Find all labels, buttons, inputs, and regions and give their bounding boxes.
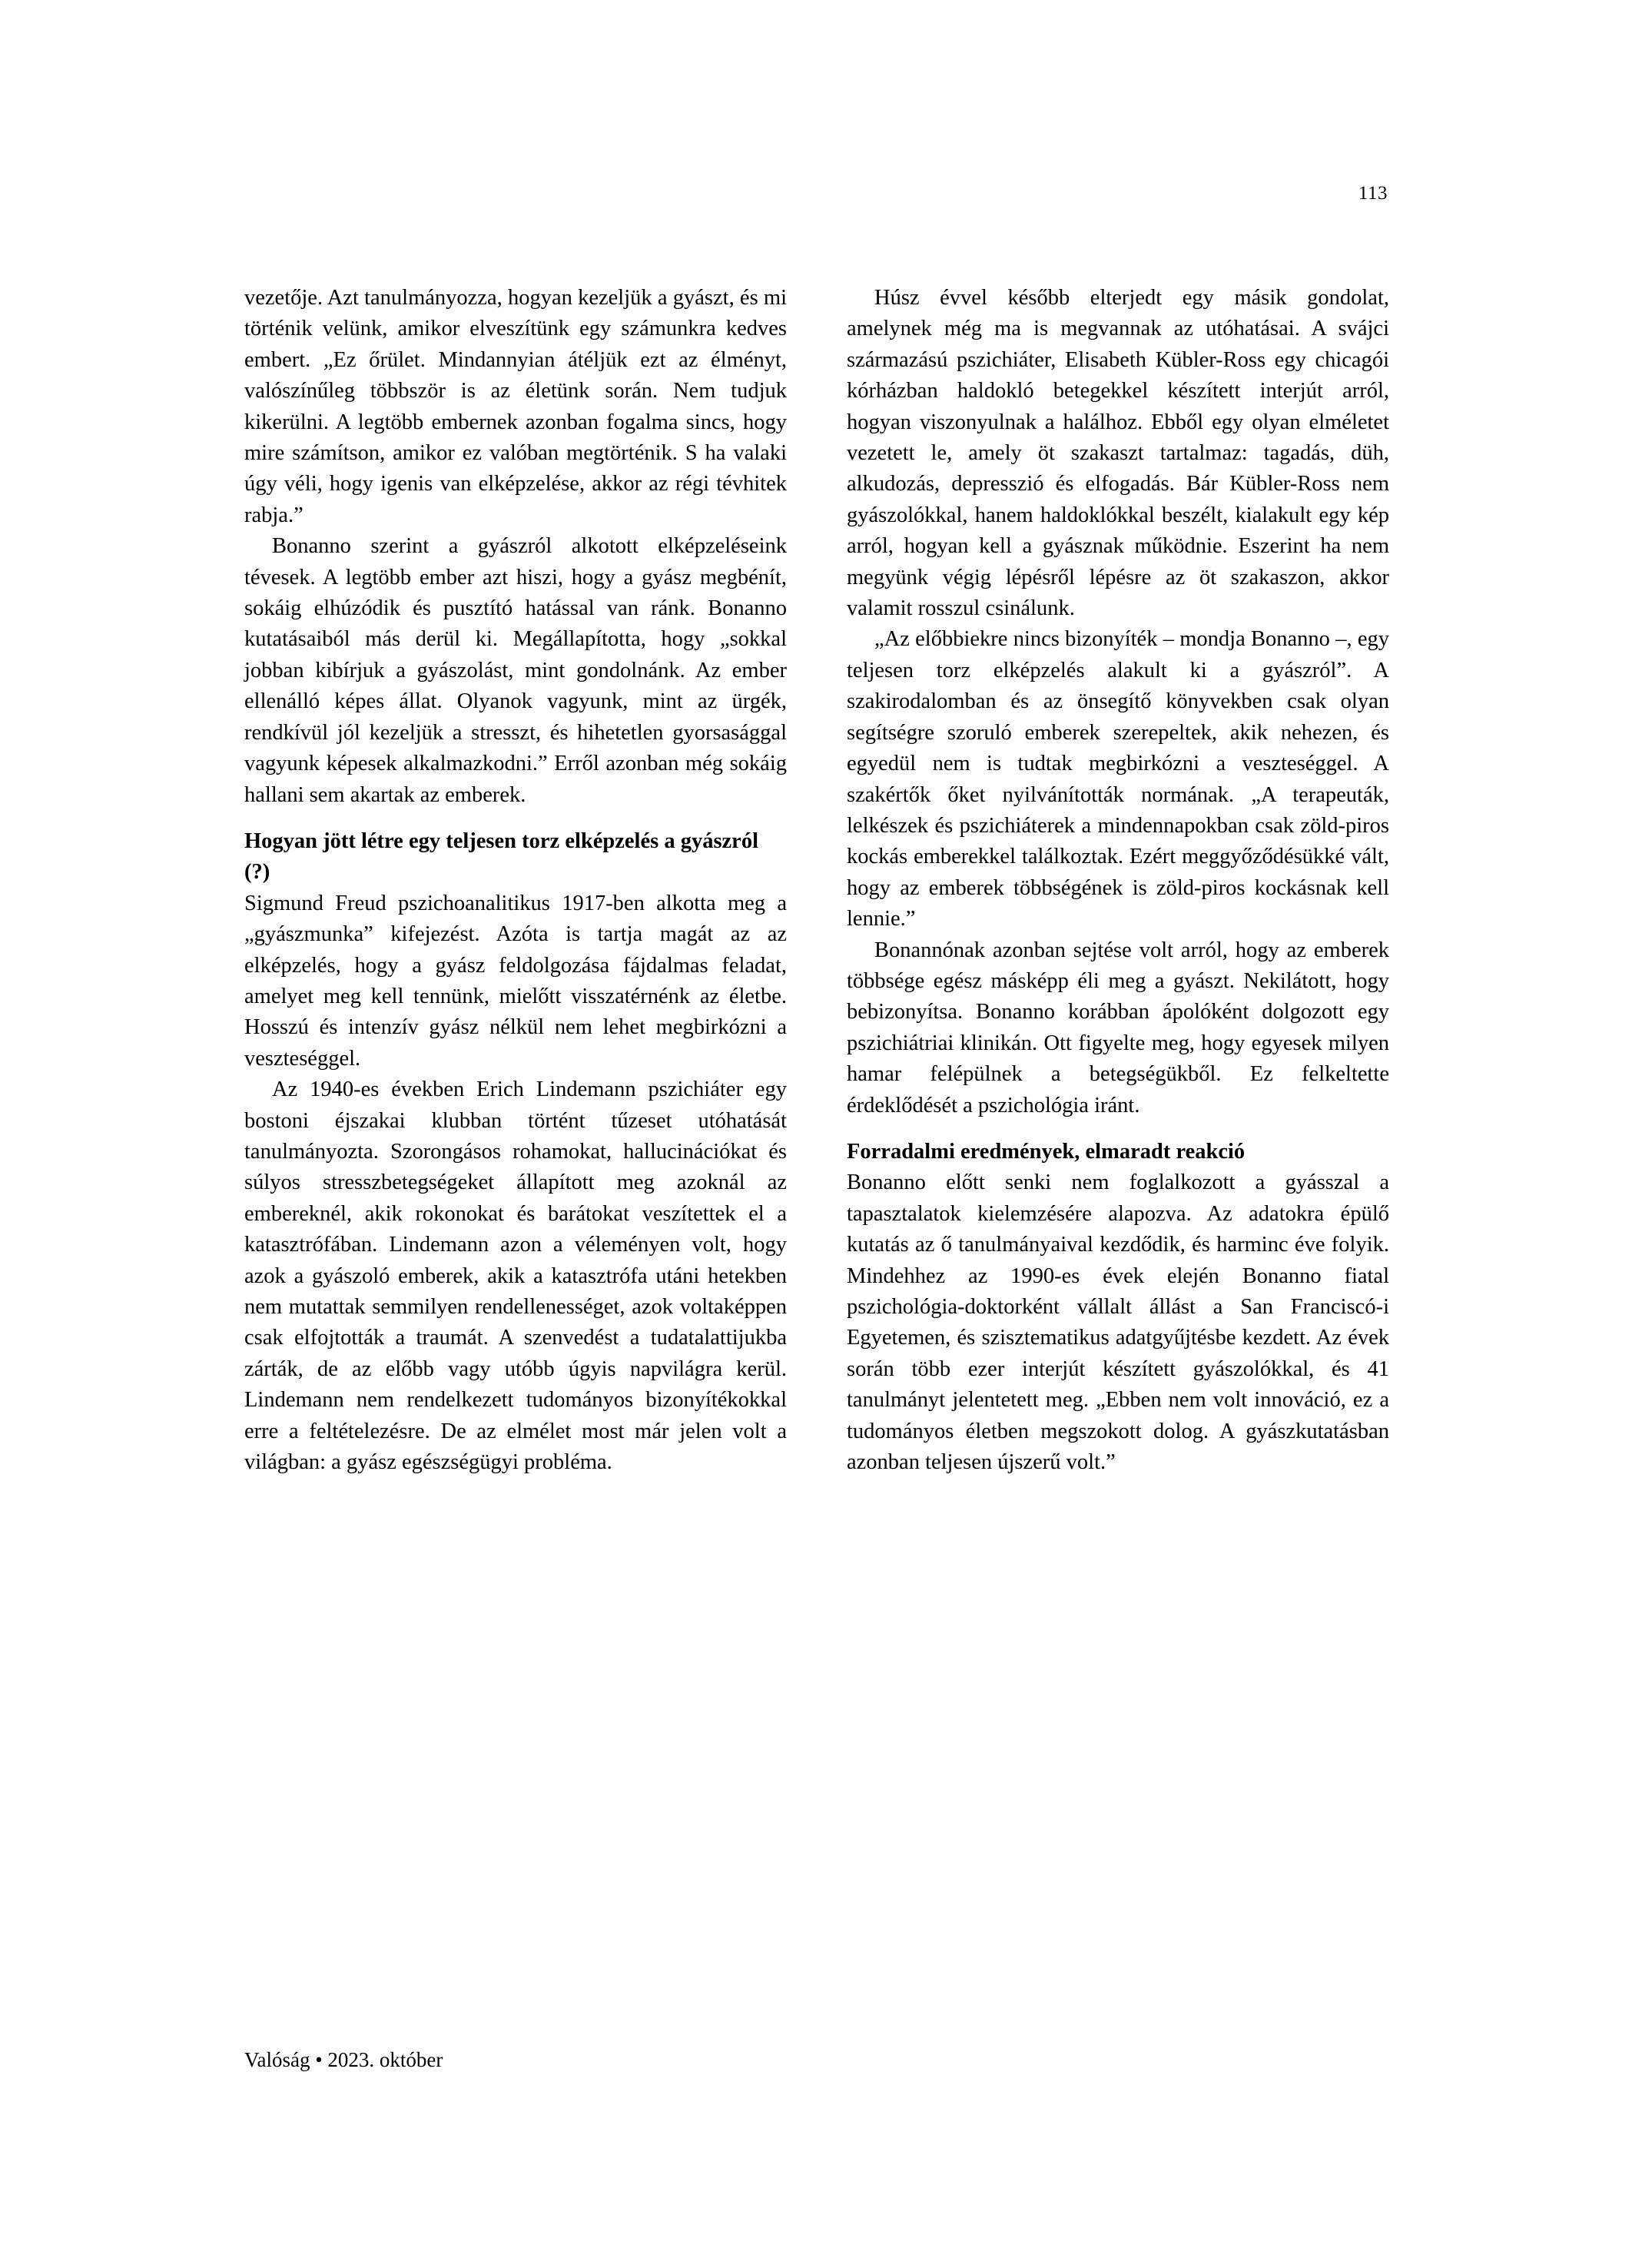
paragraph: Húsz évvel később elterjedt egy másik gondolat, amelynek még ma is megvannak az utóhatásai. A svájci származású pszichiáter, Elisabeth Kübler-Ross egy chicagói kórházban haldokló betegekkel készített interjút arról, hogyan viszonyulnak a halálhoz. Ebből egy olyan elméletet vezetett le, amely öt szakaszt tartalmaz: tagadás, düh, alkudozás, depresszió és elfogadás. Bár Kübler-Ross nem gyászolókkal, hanem haldoklókkal beszélt, kialakult egy kép arról, hogyan kell a gyásznak működnie. Eszerint ha nem megyünk végig lépésről lépésre az öt szakaszon, akkor valamit rosszul csinálunk.: [847, 286, 1389, 621]
paragraph: „Az előbbiekre nincs bizonyíték – mondja Bonanno –, egy teljesen torz elképzelés alakult ki a gyászról”. A szakirodalomban és az önsegítő könyvekben csak olyan segítségre szoruló emberek szerepeltek, akik nehezen, és egyedül nem is tudtak megbirkózni a veszteséggel. A szakértők őket nyilvánították normának. „A terapeuták, lelkészek és pszichiáterek a mindennapokban csak zöld-piros kockás emberekkel találkoztak. Ezért meggyőződésükké vált, hogy az emberek többségének is zöld-piros kockásnak kell lennie.”: [847, 627, 1389, 931]
section-heading-gyaszrol: Hogyan jött létre egy teljesen torz elképzelés a gyászról (?): [244, 829, 758, 885]
paragraph: vezetője. Azt tanulmányozza, hogyan kezeljük a gyászt, és mi történik velünk, amikor elveszítünk egy számunkra kedves embert. „Ez őrület. Mindannyian átéljük ezt az élményt, valószínűleg többször is az életünk során. Nem tudjuk kikerülni. A legtöbb embernek azonban fogalma sincs, hogy mire számítson, amikor ez valóban megtörténik. S ha valaki úgy véli, hogy igenis van elképzelése, akkor az régi tévhitek rabja.”: [244, 286, 787, 527]
left-column: [244, 283, 787, 1478]
section-heading-forradalmi: Forradalmi eredmények, elmaradt reakció: [847, 1139, 1246, 1164]
paragraph: Bonannónak azonban sejtése volt arról, hogy az emberek többsége egész másképp éli meg a gyászt. Nekilátott, hogy bebizonyítsa. Bonanno korábban ápolóként dolgozott egy pszichiátriai klinikán. Ott figyelte meg, hogy egyesek milyen hamar felépülnek a betegségükből. Ez felkeltette érdeklődését a pszichológia iránt.: [847, 938, 1389, 1117]
page-number: 113: [1358, 183, 1388, 204]
paragraph: Bonanno előtt senki nem foglalkozott a gyásszal a tapasztalatok kielemzésére alapozva. Az adatokra épülő kutatás az ő tanulmányaival kezdődik, és harminc éve folyik. Mindehhez az 1990-es évek elején Bonanno fiatal pszichológia-doktorként vállalt állást a San Franciscó-i Egyetemen, és szisztematikus adatgyűjtésbe kezdett. Az évek során több ezer interjút készített gyászolókkal, és 41 tanulmányt jelentetett meg. „Ebben nem volt innováció, ez a tudományos életben megszokott dolog. A gyászkutatásban azonban teljesen újszerű volt.”: [847, 1171, 1389, 1475]
paragraph: Sigmund Freud pszichoanalitikus 1917-ben alkotta meg a „gyászmunka” kifejezést. Azóta is tartja magát az az elképzelés, hogy a gyász feldolgozása fájdalmas feladat, amelyet meg kell tennünk, mielőtt visszatérnénk az életbe. Hosszú és intenzív gyász nélkül nem lehet megbirkózni a veszteséggel.: [244, 891, 787, 1071]
two-column-body: [244, 283, 1389, 1478]
paragraph: Az 1940-es években Erich Lindemann pszichiáter egy bostoni éjszakai klubban történt tűzeset utóhatását tanulmányozta. Szorongásos rohamokat, hallucinációkat és súlyos stresszbetegségeket állapított meg azoknál az embereknél, akik rokonokat és barátokat veszítettek el a katasztrófában. Lindemann azon a véleményen volt, hogy azok a gyászoló emberek, akik a katasztrófa utáni hetekben nem mutattak semmilyen rendellenességet, azok voltaképpen csak elfojtották a traumát. A szenvedést a tudatalattijukba zárták, de az előbb vagy utóbb úgyis napvilágra kerül. Lindemann nem rendelkezett tudományos bizonyítékokkal erre a feltételezésre. De az elmélet most már jelen volt a világban: a gyász egészségügyi probléma.: [244, 1078, 787, 1475]
right-column: [847, 283, 1389, 1478]
section-spacer: [847, 1121, 1389, 1137]
section-spacer: [244, 811, 787, 826]
paragraph: Bonanno szerint a gyászról alkotott elképzeléseink tévesek. A legtöbb ember azt hiszi, hogy a gyász megbénít, sokáig elhúzódik és pusztító hatással van ránk. Bonanno kutatásaiból más derül ki. Megállapította, hogy „sokkal jobban kibírjuk a gyászolást, mint gondolnánk. Az ember ellenálló képes állat. Olyanok vagyunk, mint az ürgék, rendkívül jól kezeljük a stresszt, és hihetetlen gyorsasággal vagyunk képesek alkalmazkodni.” Erről azonban még sokáig hallani sem akartak az emberek.: [244, 534, 787, 807]
page-footer: Valóság • 2023. október: [244, 2048, 443, 2071]
